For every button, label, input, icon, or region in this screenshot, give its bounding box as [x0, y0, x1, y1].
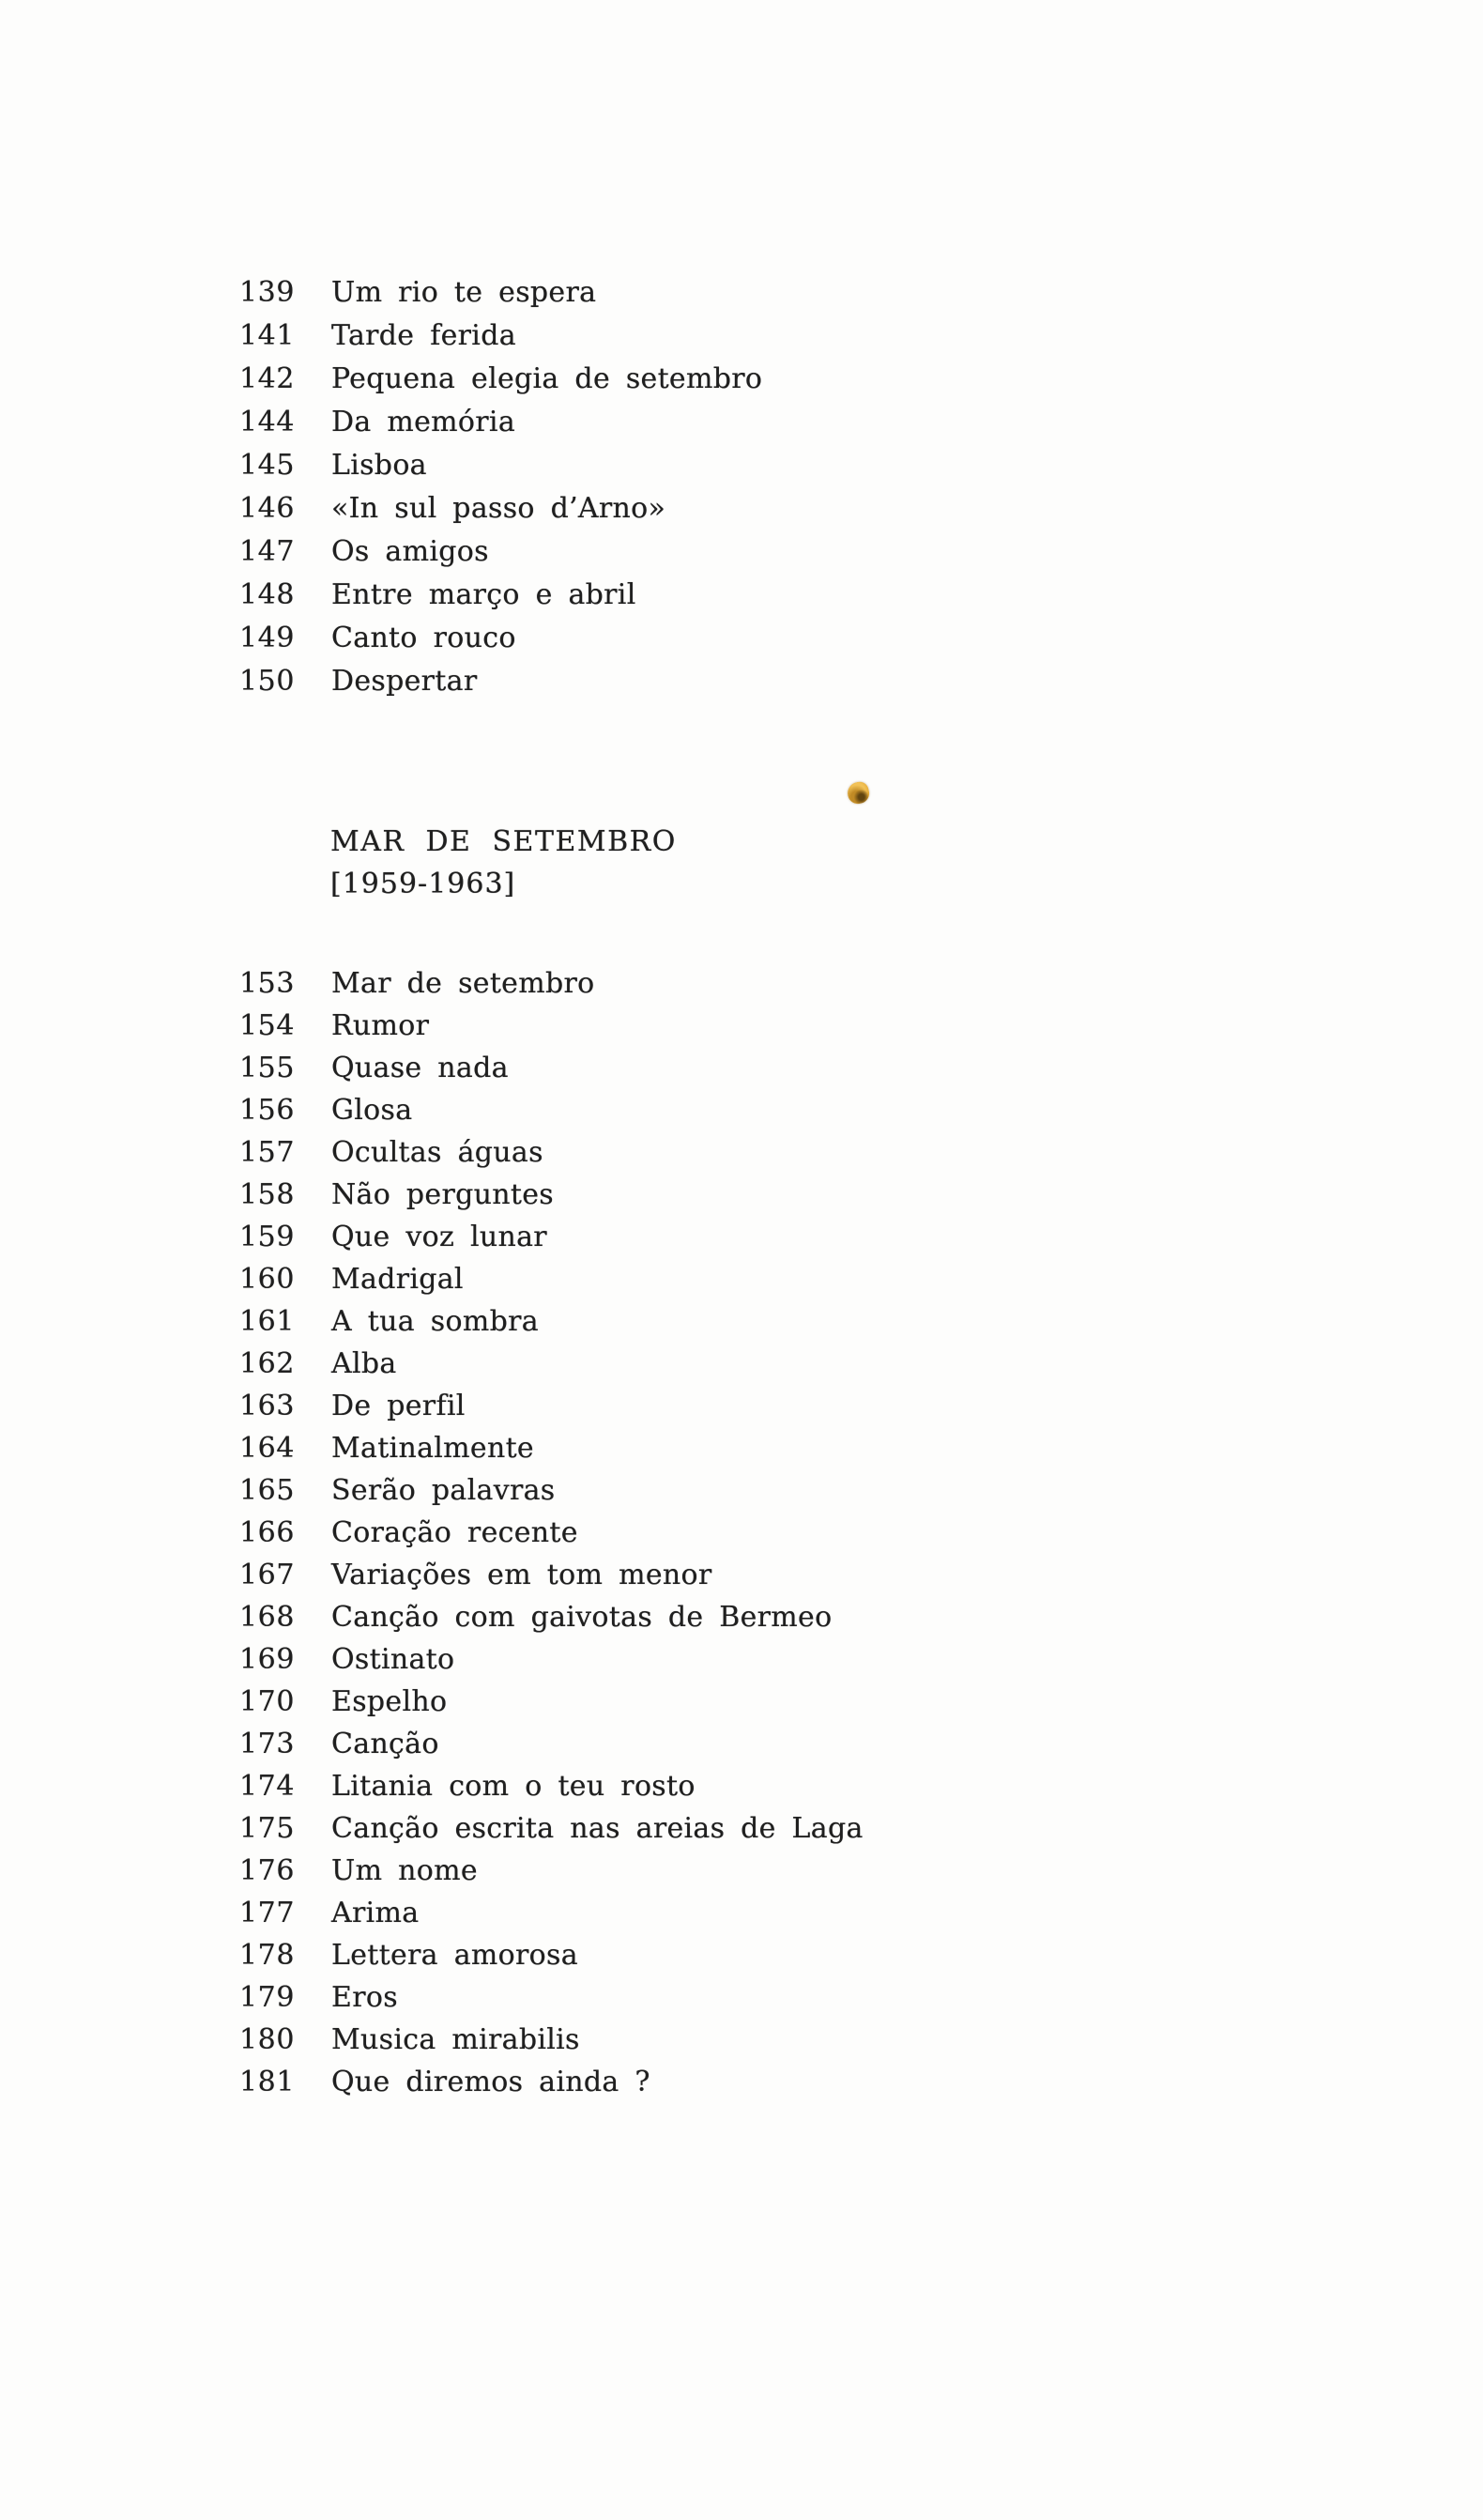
toc-entry [239, 487, 762, 530]
toc-entry-page-number: 148 [239, 578, 296, 611]
toc-entry-page-number: 174 [239, 1770, 296, 1803]
toc-entry-title: Canção escrita nas areias de Laga [331, 1812, 864, 1845]
toc-entry [239, 271, 762, 315]
toc-entry-title: Da memória [331, 406, 516, 438]
toc-entry-title: Os amigos [331, 535, 489, 568]
toc-entry-page-number: 175 [239, 1812, 296, 1845]
toc-entry-page-number: 145 [239, 449, 296, 482]
toc-entry [239, 1934, 864, 1976]
toc-entry [239, 1300, 864, 1343]
toc-entry [239, 444, 762, 487]
toc-list-part2 [239, 962, 864, 2103]
toc-entry [239, 2061, 864, 2103]
toc-entry-page-number: 166 [239, 1516, 296, 1549]
toc-entry-page-number: 142 [239, 362, 296, 395]
toc-entry-title: Arima [331, 1897, 420, 1929]
toc-entry [239, 401, 762, 444]
section-years: [1959-1963] [330, 868, 516, 900]
toc-entry [239, 574, 762, 617]
toc-entry [239, 1892, 864, 1934]
toc-entry-title: Madrigal [331, 1263, 464, 1296]
toc-list-part1 [239, 271, 762, 703]
toc-entry-title: Glosa [331, 1094, 413, 1127]
toc-entry-title: Espelho [331, 1685, 448, 1718]
toc-entry-page-number: 144 [239, 406, 296, 438]
toc-entry-title: Ostinato [331, 1643, 455, 1676]
toc-entry [239, 1258, 864, 1300]
toc-entry-title: Lisboa [331, 449, 427, 482]
toc-entry-page-number: 149 [239, 622, 296, 654]
toc-entry [239, 1765, 864, 1807]
toc-entry-title: Alba [331, 1347, 397, 1380]
toc-entry [239, 315, 762, 358]
toc-entry-page-number: 160 [239, 1263, 296, 1296]
toc-entry-title: Rumor [331, 1009, 430, 1042]
toc-entry-page-number: 163 [239, 1390, 296, 1422]
toc-entry [239, 1174, 864, 1216]
toc-entry-title: Canto rouco [331, 622, 516, 654]
toc-entry-title: Variações em tom menor [331, 1559, 712, 1591]
toc-entry [239, 617, 762, 660]
toc-entry-title: Serão palavras [331, 1474, 556, 1507]
toc-entry-title: Litania com o teu rosto [331, 1770, 696, 1803]
toc-entry-title: Um nome [331, 1854, 478, 1887]
toc-entry-page-number: 146 [239, 492, 296, 525]
toc-entry [239, 1469, 864, 1512]
toc-entry-page-number: 168 [239, 1601, 296, 1634]
toc-entry [239, 1638, 864, 1681]
toc-entry [239, 1047, 864, 1089]
toc-entry-page-number: 181 [239, 2066, 296, 2098]
toc-entry-page-number: 164 [239, 1432, 296, 1465]
toc-entry-title: «In sul passo d’Arno» [331, 492, 666, 525]
toc-entry [239, 1807, 864, 1850]
toc-entry-page-number: 161 [239, 1305, 296, 1338]
section-title: MAR DE SETEMBRO [330, 825, 677, 858]
toc-entry-page-number: 153 [239, 967, 296, 1000]
toc-entry-page-number: 169 [239, 1643, 296, 1676]
toc-entry-page-number: 165 [239, 1474, 296, 1507]
toc-entry-page-number: 158 [239, 1178, 296, 1211]
toc-entry-page-number: 173 [239, 1728, 296, 1760]
toc-entry-page-number: 141 [239, 319, 296, 352]
toc-entry-title: Um rio te espera [331, 276, 597, 309]
toc-entry [239, 1512, 864, 1554]
toc-entry-title: Despertar [331, 665, 478, 698]
toc-entry-page-number: 154 [239, 1009, 296, 1042]
toc-entry [239, 1343, 864, 1385]
toc-entry [239, 1385, 864, 1427]
toc-entry [239, 2019, 864, 2061]
toc-entry [239, 1554, 864, 1596]
toc-entry-title: Lettera amorosa [331, 1939, 578, 1972]
toc-entry-page-number: 157 [239, 1136, 296, 1169]
toc-entry [239, 1850, 864, 1892]
toc-entry-title: A tua sombra [331, 1305, 539, 1338]
toc-entry-title: Que diremos ainda ? [331, 2066, 650, 2098]
toc-entry-page-number: 178 [239, 1939, 296, 1972]
toc-entry-title: Musica mirabilis [331, 2023, 580, 2056]
toc-entry-title: Canção [331, 1728, 439, 1760]
toc-entry-page-number: 150 [239, 665, 296, 698]
toc-entry [239, 1596, 864, 1638]
toc-entry-page-number: 162 [239, 1347, 296, 1380]
toc-entry-title: Eros [331, 1981, 398, 2014]
toc-entry-title: Quase nada [331, 1052, 509, 1084]
toc-entry-page-number: 156 [239, 1094, 296, 1127]
toc-entry [239, 1089, 864, 1131]
toc-entry [239, 1427, 864, 1469]
toc-entry-page-number: 155 [239, 1052, 296, 1084]
section-header [330, 821, 677, 905]
toc-entry-title: Mar de setembro [331, 967, 595, 1000]
toc-entry [239, 1723, 864, 1765]
toc-entry-title: Pequena elegia de setembro [331, 362, 763, 395]
toc-entry-page-number: 170 [239, 1685, 296, 1718]
toc-entry [239, 1005, 864, 1047]
toc-entry [239, 358, 762, 401]
toc-entry-title: Que voz lunar [331, 1221, 547, 1253]
toc-entry [239, 1976, 864, 2019]
toc-entry-page-number: 159 [239, 1221, 296, 1253]
toc-entry-title: Ocultas águas [331, 1136, 543, 1169]
toc-entry [239, 1131, 864, 1174]
toc-entry-title: De perfil [331, 1390, 466, 1422]
toc-entry-page-number: 179 [239, 1981, 296, 2014]
toc-entry [239, 530, 762, 574]
toc-entry-page-number: 177 [239, 1897, 296, 1929]
toc-entry-page-number: 176 [239, 1854, 296, 1887]
toc-entry [239, 1216, 864, 1258]
toc-entry [239, 1681, 864, 1723]
toc-entry-page-number: 139 [239, 276, 296, 309]
toc-entry [239, 962, 864, 1005]
toc-entry-title: Tarde ferida [331, 319, 516, 352]
toc-entry-title: Entre março e abril [331, 578, 636, 611]
toc-entry-page-number: 180 [239, 2023, 296, 2056]
toc-entry-page-number: 147 [239, 535, 296, 568]
toc-entry-title: Canção com gaivotas de Bermeo [331, 1601, 833, 1634]
paper-speck [846, 780, 871, 806]
toc-entry-title: Matinalmente [331, 1432, 534, 1465]
toc-entry-title: Coração recente [331, 1516, 578, 1549]
toc-entry-title: Não perguntes [331, 1178, 554, 1211]
toc-entry-page-number: 167 [239, 1559, 296, 1591]
toc-entry [239, 660, 762, 703]
